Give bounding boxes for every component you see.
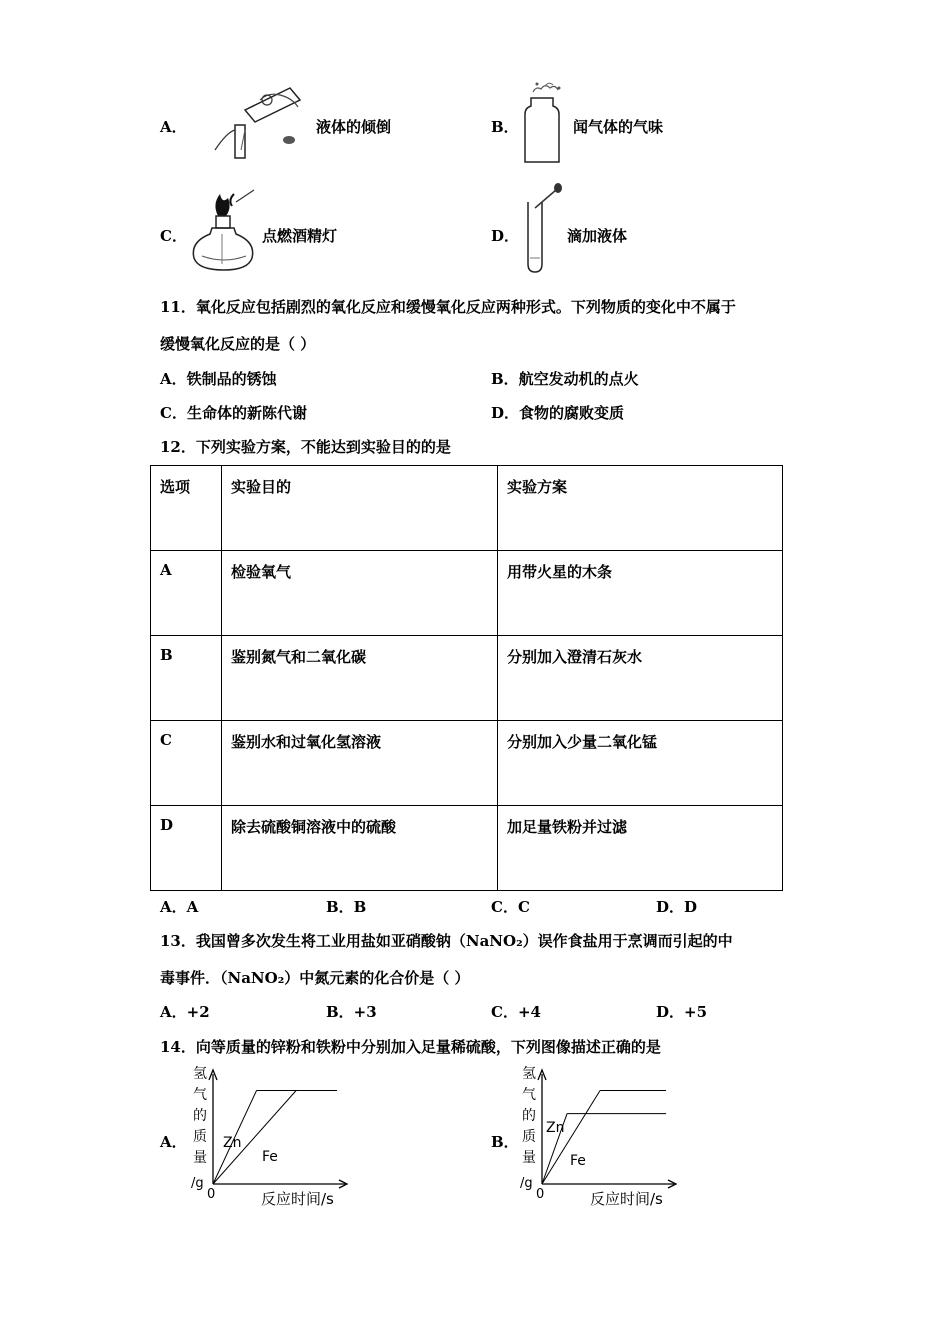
q11-stem-line2: 缓慢氧化反应的是（ ） (160, 335, 316, 353)
origin-label: 0 (207, 1187, 216, 1202)
origin-label: 0 (536, 1187, 545, 1202)
header-purpose: 实验目的 (222, 466, 498, 551)
option-caption: 滴加液体 (567, 227, 628, 245)
pour-liquid-icon (205, 80, 315, 165)
row-option: B (151, 636, 222, 721)
y-label-char: 气 (522, 1087, 536, 1103)
option-key: A． (160, 118, 187, 136)
q13-option-c: C．+4 (491, 1003, 541, 1021)
y-label-char: 氢 (522, 1066, 536, 1082)
series-label-fe: Fe (570, 1153, 586, 1169)
y-label-char: 质 (522, 1129, 536, 1145)
y-label-char: 的 (522, 1108, 536, 1124)
option-caption: 闻气体的气味 (573, 118, 664, 136)
option-caption: 液体的倾倒 (316, 118, 392, 136)
q11-stem-line1: 11．氧化反应包括剧烈的氧化反应和缓慢氧化反应两种形式。下列物质的变化中不属于 (160, 298, 736, 316)
hydrogen-mass-graph-a (185, 1062, 355, 1212)
y-label (191, 1066, 207, 1191)
series-rise-fe (542, 1091, 600, 1185)
y-label-char: 量 (522, 1150, 536, 1166)
series-label-zn: Zn (223, 1135, 242, 1151)
series-group (542, 1091, 666, 1185)
row-option: C (151, 721, 222, 806)
alcohol-lamp-icon (188, 186, 260, 276)
series-label-zn: Zn (546, 1120, 565, 1136)
q14-stem: 14．向等质量的锌粉和铁粉中分别加入足量稀硫酸，下列图像描述正确的是 (160, 1038, 661, 1056)
y-label-char: 氢 (193, 1066, 207, 1082)
experiment-table (150, 465, 783, 891)
row-method: 加足量铁粉并过滤 (498, 806, 783, 891)
q11-option-c: C．生命体的新陈代谢 (160, 404, 307, 422)
option-key: B． (491, 1133, 519, 1151)
q12-option-c: C．C (491, 898, 530, 916)
gas-bottle-icon (515, 78, 575, 166)
y-label (520, 1066, 536, 1191)
q13-option-d: D．+5 (656, 1003, 708, 1021)
header-option: 选项 (151, 466, 222, 551)
q12-option-a: A．A (160, 898, 199, 916)
hydrogen-mass-graph-b (514, 1062, 684, 1212)
q12-stem: 12．下列实验方案，不能达到实验目的的是 (160, 438, 451, 456)
series-label-fe: Fe (262, 1149, 278, 1165)
option-key: A． (160, 1133, 187, 1151)
y-unit: /g (191, 1176, 204, 1191)
q11-option-a: A．铁制品的锈蚀 (160, 370, 277, 388)
y-label-char: 的 (193, 1108, 207, 1124)
q11-option-d: D．食物的腐败变质 (491, 404, 625, 422)
q13-option-a: A．+2 (160, 1003, 210, 1021)
option-caption: 点燃酒精灯 (262, 227, 338, 245)
table-header-row (151, 466, 783, 551)
row-method: 分别加入少量二氧化锰 (498, 721, 783, 806)
q13-option-b: B．+3 (326, 1003, 377, 1021)
row-option: D (151, 806, 222, 891)
x-label: 反应时间/s (261, 1190, 334, 1208)
header-method: 实验方案 (498, 466, 783, 551)
y-label-char: 量 (193, 1150, 207, 1166)
row-purpose: 鉴别水和过氧化氢溶液 (222, 721, 498, 806)
q12-option-b: B．B (326, 898, 367, 916)
row-method: 用带火星的木条 (498, 551, 783, 636)
x-label: 反应时间/s (590, 1190, 663, 1208)
q12-option-d: D．D (656, 898, 698, 916)
option-key: D． (491, 227, 520, 245)
row-purpose: 除去硫酸铜溶液中的硫酸 (222, 806, 498, 891)
table-row (151, 806, 783, 891)
y-unit: /g (520, 1176, 533, 1191)
option-key: B． (491, 118, 519, 136)
row-method: 分别加入澄清石灰水 (498, 636, 783, 721)
table-row (151, 551, 783, 636)
row-option: A (151, 551, 222, 636)
row-purpose: 检验氧气 (222, 551, 498, 636)
y-label-char: 质 (193, 1129, 207, 1145)
y-label-char: 气 (193, 1087, 207, 1103)
dropper-tube-icon (518, 182, 564, 274)
q13-stem-line2: 毒事件．（NaNO₂）中氮元素的化合价是（ ） (160, 969, 470, 987)
q11-option-b: B．航空发动机的点火 (491, 370, 639, 388)
row-purpose: 鉴别氮气和二氧化碳 (222, 636, 498, 721)
option-key: C． (160, 227, 187, 245)
q13-stem-line1: 13．我国曾多次发生将工业用盐如亚硝酸钠（NaNO₂）误作食盐用于烹调而引起的中 (160, 932, 733, 950)
table-row (151, 636, 783, 721)
table-row (151, 721, 783, 806)
